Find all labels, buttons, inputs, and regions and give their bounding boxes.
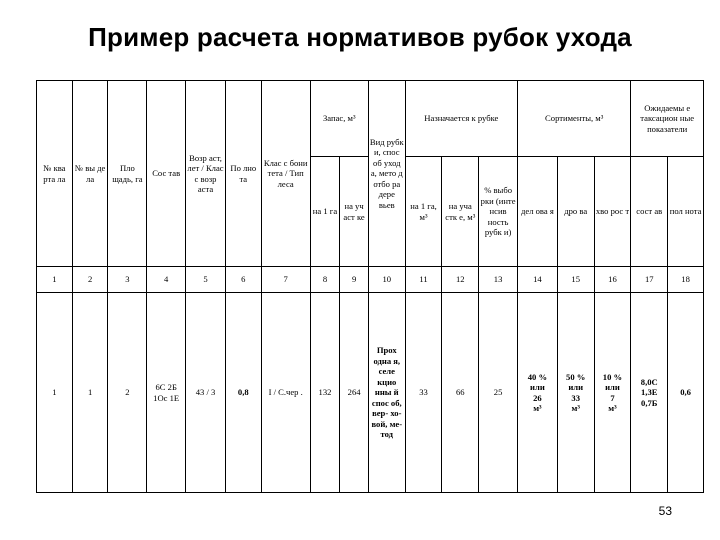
col-number: 6 [225,267,261,293]
slide-title: Пример расчета нормативов рубок ухода [88,22,632,52]
header-sortimenty: Сортименты, м³ [518,81,631,157]
header-zapas-uch: на уч аст ке [340,157,369,267]
cell-n-1ga: 33 [405,293,442,493]
cell-kvartal: 1 [37,293,73,493]
header-n-uch: на уча стк е, м³ [442,157,479,267]
cell-n-pct: 25 [479,293,518,493]
col-number: 17 [631,267,668,293]
header-n-1ga: на 1 га, м³ [405,157,442,267]
col-number: 16 [594,267,631,293]
s-del-word: или [530,382,545,393]
cell-klass: I / С.чер . [261,293,310,493]
cell-vid-rubki: Прох одна я, селе кцио нны й спос об, вер- хо- вой, ме- тод [368,293,405,493]
header-zapas-1ga: на 1 га [310,157,340,267]
col-number: 5 [186,267,226,293]
header-zapas: Запас, м³ [310,81,368,157]
s-del-pct: 40 % [527,371,548,382]
col-number: 9 [340,267,369,293]
header-ozhid: Ожидаемы е таксацион ные показатели [631,81,704,157]
col-number: 13 [479,267,518,293]
header-n-pct: % выбо рки (инте нсив ность рубк и) [479,157,518,267]
cell-polnota: 0,8 [225,293,261,493]
s-hvorost-pct: 10 % [602,371,623,382]
cell-vozrast: 43 / 3 [186,293,226,493]
header-ploshad: Пло щадь, га [108,81,147,267]
norms-table [36,80,704,493]
col-number: 1 [37,267,73,293]
header-naznachaetsya: Назначается к рубке [405,81,517,157]
cell-ploshad: 2 [108,293,147,493]
cell-o-polnota: 0,6 [668,293,704,493]
header-polnota: По лно та [225,81,261,267]
cell-n-uch: 66 [442,293,479,493]
header-s-hvorost: хво рос т [594,157,631,267]
header-vydel: № вы де ла [72,81,108,267]
col-number: 8 [310,267,340,293]
col-number: 10 [368,267,405,293]
header-vozrast: Возр аст, лет / Клас с возр аста [186,81,226,267]
header-vid-rubki: Вид рубк и, спос об уход а, мето д отбо ра дере вьев [368,81,405,267]
s-drova-unit: м³ [571,402,580,413]
cell-o-sostav: 8,0С 1,3Е 0,7Б [631,293,668,493]
col-number: 14 [518,267,558,293]
table-row [37,293,704,493]
s-del-unit: м³ [533,402,542,413]
col-number: 11 [405,267,442,293]
header-kvartal: № ква рта ла [37,81,73,267]
header-o-polnota: пол нота [668,157,704,267]
s-del-val: 26 [533,392,542,403]
header-s-drova: дро ва [557,157,594,267]
s-drova-word: или [568,382,584,393]
header-sostav: Сос тав [147,81,186,267]
cell-vydel: 1 [72,293,108,493]
col-number: 7 [261,267,310,293]
s-hvorost-val: 7 [610,392,615,403]
col-number: 18 [668,267,704,293]
cell-zapas-1ga: 132 [310,293,340,493]
page-number: 53 [658,504,672,518]
s-drova-val: 33 [571,392,580,403]
header-s-del: дел ова я [518,157,558,267]
s-drova-pct: 50 % [566,371,586,382]
col-number: 12 [442,267,479,293]
header-o-sostav: сост ав [631,157,668,267]
s-hvorost-word: или [605,382,620,393]
col-number: 4 [147,267,186,293]
s-hvorost-unit: м³ [608,402,617,413]
cell-zapas-uch: 264 [340,293,369,493]
cell-s-del [518,293,558,493]
header-klass-bonitet: Клас с бони тета / Тип леса [261,81,310,267]
cell-sostav: 6С 2Б 1Ос 1Е [147,293,186,493]
col-number: 15 [557,267,594,293]
cell-s-drova [557,293,594,493]
col-number: 3 [108,267,147,293]
cell-s-hvorost [594,293,631,493]
col-number: 2 [72,267,108,293]
